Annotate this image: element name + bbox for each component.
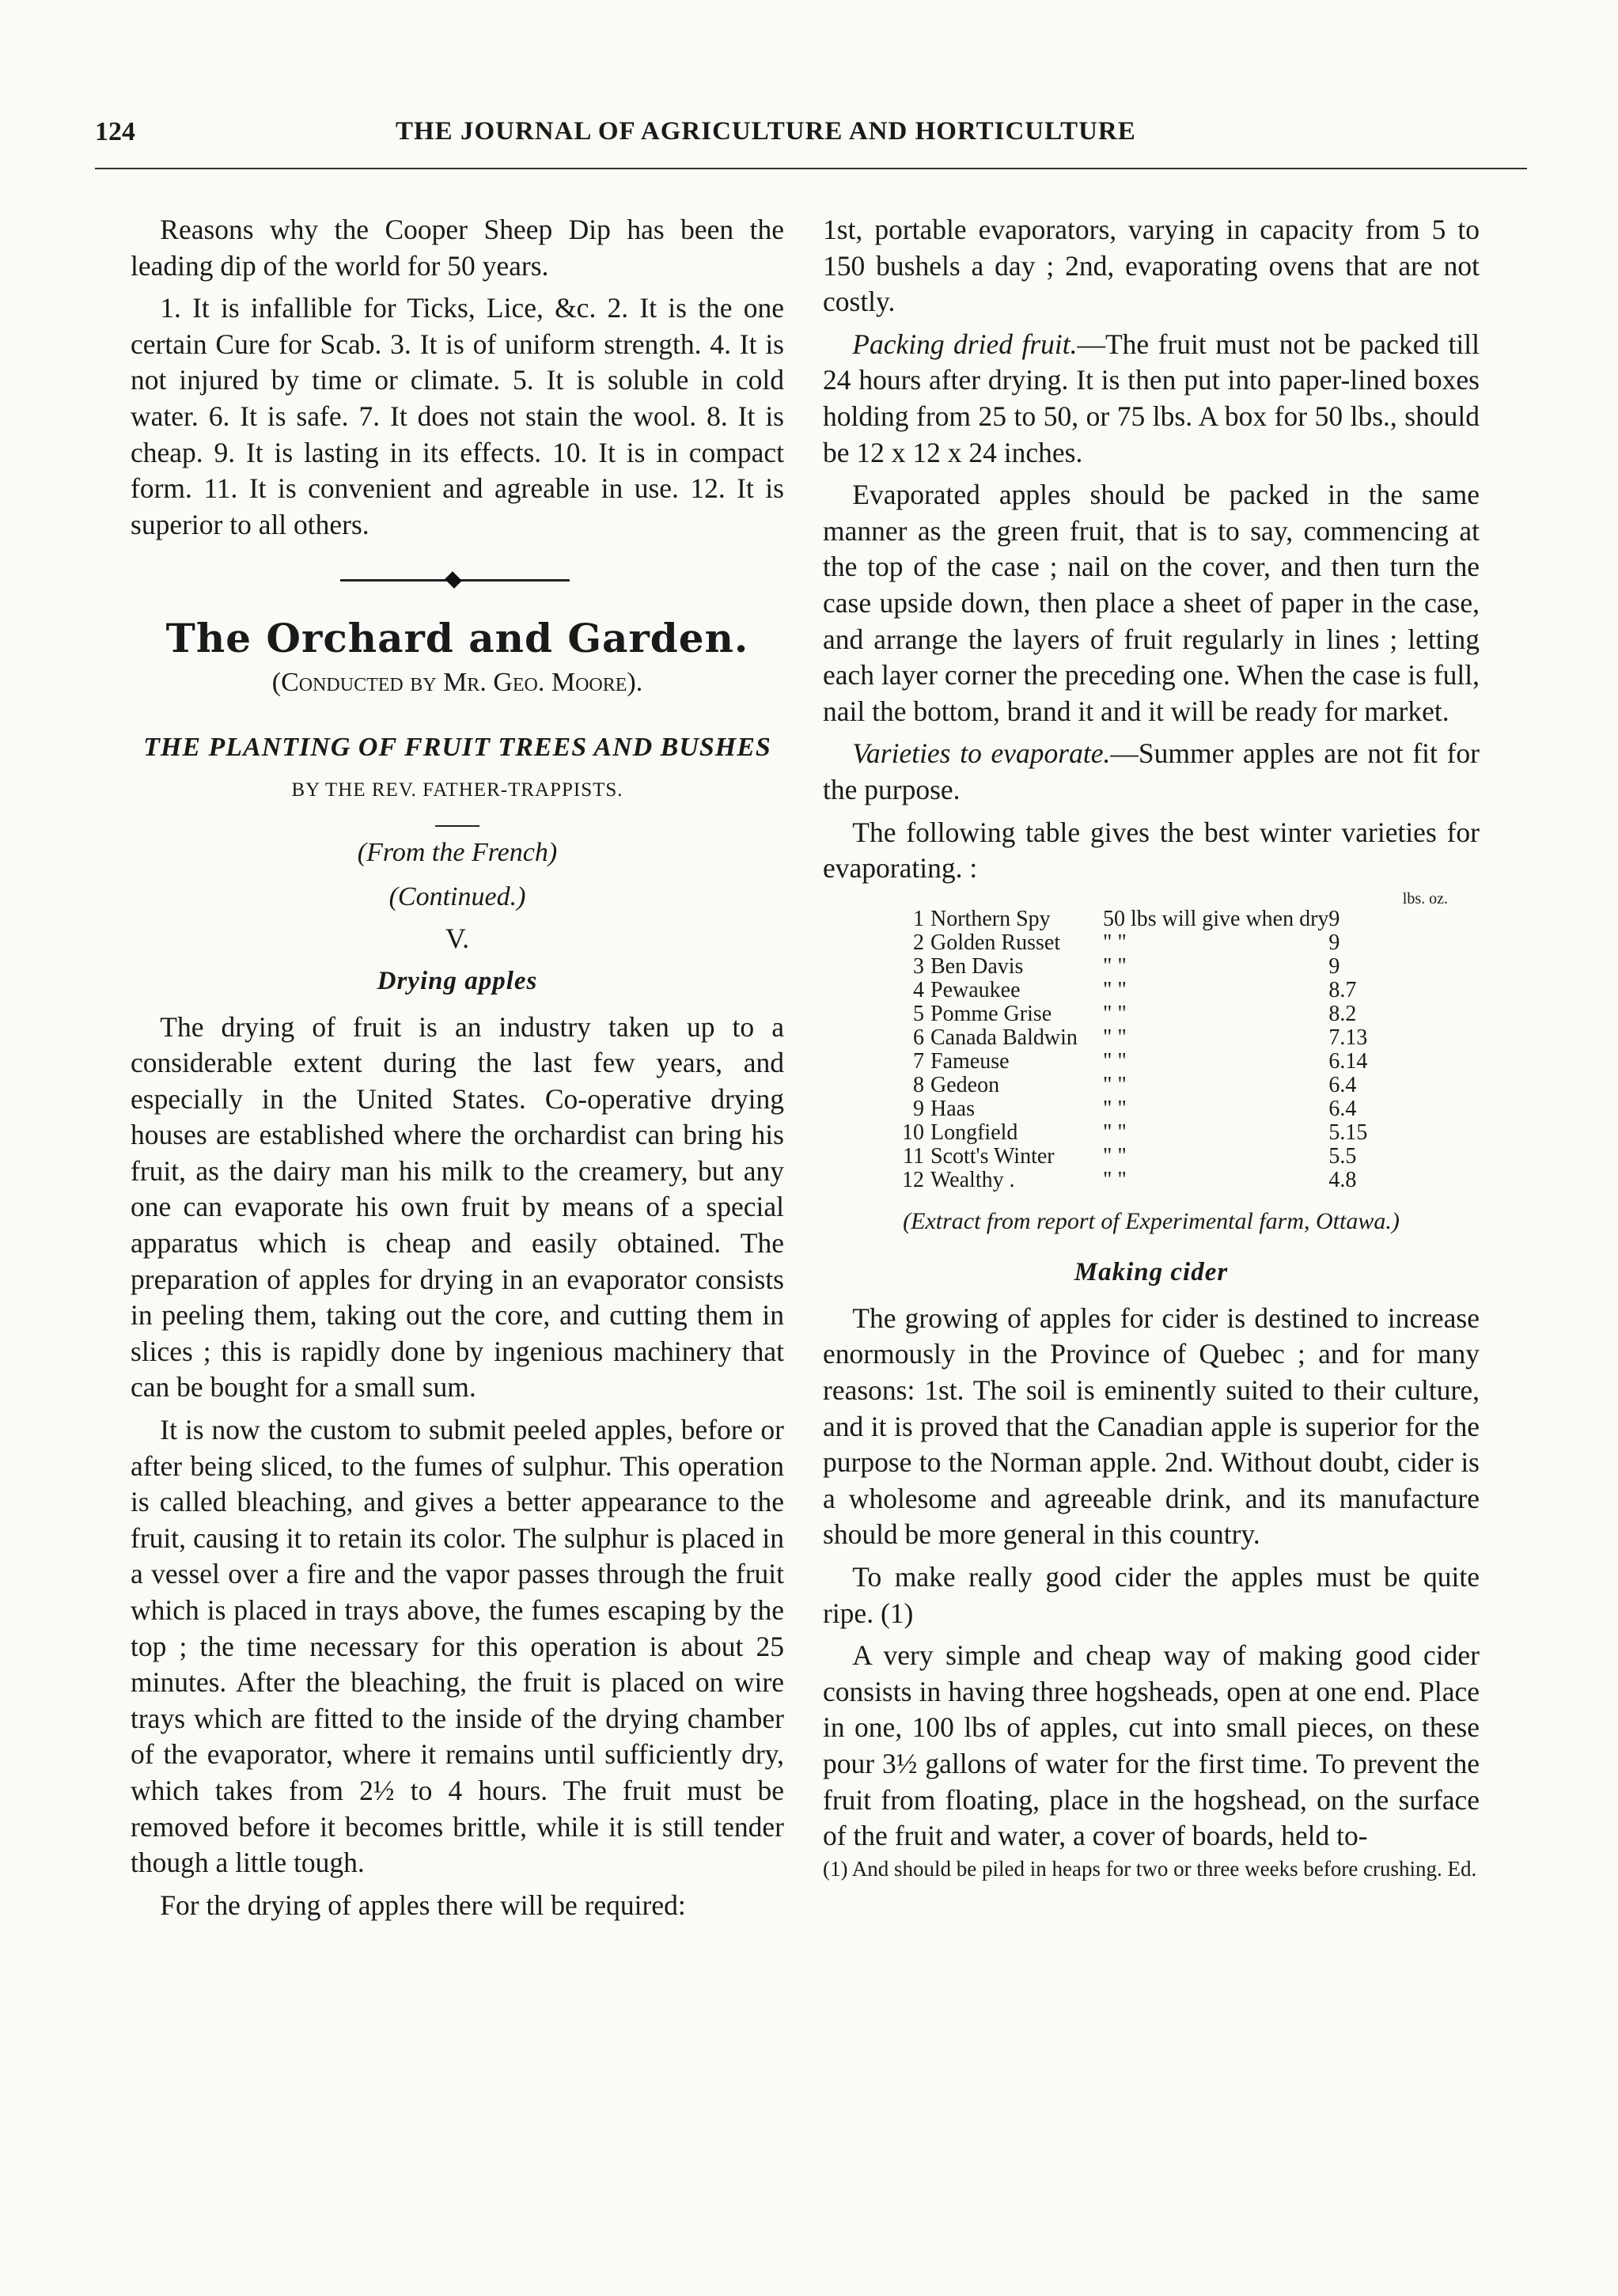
article-byline: BY THE REV. FATHER-TRAPPISTS. <box>291 779 623 801</box>
variety-name: Golden Russet <box>930 930 1061 955</box>
variety-number: 1 <box>913 906 924 931</box>
variety-note: " " <box>1103 1001 1127 1026</box>
variety-number: 11 <box>903 1143 924 1169</box>
variety-weight: 9 <box>1328 953 1340 979</box>
variety-note: " " <box>1103 1120 1127 1145</box>
varieties-lead: Varieties to evaporate. <box>852 737 1111 770</box>
variety-note: " " <box>1103 1048 1127 1074</box>
variety-name: Wealthy . <box>930 1167 1015 1192</box>
variety-weight: 6.4 <box>1328 1072 1357 1097</box>
table-row <box>894 1074 1384 1097</box>
cider-paragraph-1: The growing of apples for cider is destined to increase enormously in the Province of Quebec ; and for many reasons: 1st. The soil is eminently suited to their culture, and it is proved that the Canadian apple is superior for the purpose to the Norman apple. 2nd. Without doubt, cider is a wholesome and agreeable drink, and its manufacture should be more general in this country. <box>823 1301 1480 1551</box>
variety-number: 10 <box>902 1120 924 1145</box>
variety-number: 4 <box>913 977 924 1002</box>
variety-name: Pomme Grise <box>930 1001 1052 1026</box>
table-row <box>894 1121 1384 1145</box>
running-title: THE JOURNAL OF AGRICULTURE AND HORTICULTURE <box>396 117 1136 146</box>
cider-paragraph-2: To make really good cider the apples must be quite ripe. (1) <box>823 1561 1480 1629</box>
table-row <box>894 1097 1384 1121</box>
table-source: (Extract from report of Experimental farm, Ottawa.) <box>903 1207 1400 1234</box>
continued-note: (Continued.) <box>388 881 526 911</box>
variety-weight: 6.4 <box>1328 1096 1357 1121</box>
varieties-paragraph <box>823 736 1480 808</box>
variety-number: 2 <box>913 930 924 955</box>
variety-weight: 9 <box>1328 930 1340 955</box>
variety-weight: 4.8 <box>1328 1167 1357 1192</box>
variety-number: 8 <box>913 1072 924 1097</box>
translation-note: (From the French) <box>357 838 558 868</box>
table-row <box>894 1169 1384 1192</box>
variety-weight: 8.2 <box>1328 1001 1357 1026</box>
chapter-number: V. <box>445 923 470 955</box>
table-row <box>894 955 1384 979</box>
subhead-making-cider: Making cider <box>1074 1258 1229 1287</box>
packing-text: —The fruit must not be packed till 24 hours after drying. It is then put into paper-lined boxes holding from 25 to 50, or 75 lbs. A box for 50 lbs., should be 12 x 12 x 24 inches. <box>823 328 1480 468</box>
cider-paragraph-3: A very simple and cheap way of making good cider consists in having three hogsheads, open at one end. Place in one, 100 lbs of apples, cut into small pieces, on these pour 3½ gallons of water for the first time. To prevent the fruit from floating, place in the hogshead, on the surface of the fruit and water, a cover of boards, held to- <box>823 1639 1480 1852</box>
variety-number: 3 <box>913 953 924 979</box>
footnote: (1) And should be piled in heaps for two or three weeks before crushing. Ed. <box>823 1856 1477 1881</box>
variety-number: 6 <box>913 1025 924 1050</box>
drying-paragraph-1: The drying of fruit is an industry taken up to a considerable extent during the last few years, and especially in the United States. Co-operative drying houses are established where the orchardist can bring his fruit, as the dairy man his milk to the creamery, but any one can evaporate his own fruit by means of a special apparatus which is cheap and easily obtained. The preparation of apples for drying in an evaporator consists in peeling them, taking out the core, and cutting them in slices ; this is rapidly done by ingenious machinery that can be bought for a small sum. <box>131 1010 784 1404</box>
variety-note: " " <box>1103 1025 1127 1050</box>
table-row <box>894 907 1384 931</box>
short-rule <box>435 825 479 827</box>
variety-note: " " <box>1103 1096 1127 1121</box>
variety-number: 12 <box>902 1167 924 1192</box>
header-rule <box>95 168 1527 169</box>
varieties-text: —Summer apples are not fit for the purpose. <box>823 737 1480 805</box>
section-title: The Orchard and Garden. <box>165 615 749 662</box>
variety-weight: 7.13 <box>1328 1025 1368 1050</box>
right-column <box>823 212 1480 1883</box>
variety-note: " " <box>1103 977 1127 1002</box>
variety-weight: 6.14 <box>1328 1048 1368 1074</box>
varieties-table <box>894 907 1384 1192</box>
variety-weight: 9 <box>1328 906 1340 931</box>
sheep-dip-intro: Reasons why the Cooper Sheep Dip has been the leading dip of the world for 50 years. <box>131 214 784 282</box>
variety-weight: 8.7 <box>1328 977 1357 1002</box>
section-conductor: (Conducted by Mr. Geo. Moore). <box>271 667 643 697</box>
packing-paragraph <box>823 327 1480 471</box>
drying-paragraph-2: It is now the custom to submit peeled apples, before or after being sliced, to the fumes of sulphur. This operation is called bleaching, and gives a better appearance to the fruit, causing it to retain its color. The sulphur is placed in a vessel over a fire and the vapor passes through the fruit which is placed in trays above, the fumes escaping by the top ; the time necessary for this operation is about 25 minutes. After the bleaching, the fruit is placed on wire trays which are fitted to the inside of the drying chamber of the evaporator, where it remains until sufficiently dry, which takes from 2½ to 4 hours. The fruit must be removed before it becomes brittle, while it is still tender though a little tough. <box>131 1414 784 1879</box>
variety-note: " " <box>1103 1143 1127 1169</box>
table-row <box>894 1050 1384 1074</box>
variety-name: Ben Davis <box>930 953 1024 979</box>
variety-note: " " <box>1103 1167 1127 1192</box>
variety-name: Haas <box>930 1096 975 1121</box>
page-header <box>95 117 1527 165</box>
subhead-drying-apples: Drying apples <box>377 966 538 995</box>
variety-note: " " <box>1103 930 1127 955</box>
evaporated-apples-paragraph: Evaporated apples should be packed in the same manner as the green fruit, that is to say, commencing at the top of the case ; nail on the cover, and then turn the case upside down, then place a sheet of paper in the case, and arrange the layers of fruit regularly in lines ; letting each layer corner the preceding one. When the case is full, nail the bottom, brand it and it will be ready for market. <box>823 479 1480 727</box>
drying-paragraph-3: For the drying of apples there will be required: <box>160 1889 686 1921</box>
packing-lead: Packing dried fruit. <box>852 328 1078 360</box>
table-row <box>894 1026 1384 1050</box>
variety-number: 7 <box>913 1048 924 1074</box>
table-intro: The following table gives the best winter varieties for evaporating. : <box>823 816 1480 885</box>
variety-number: 5 <box>913 1001 924 1026</box>
variety-name: Canada Baldwin <box>930 1025 1078 1050</box>
table-row <box>894 979 1384 1002</box>
sheep-dip-list: 1. It is infallible for Ticks, Lice, &c. 2. It is the one certain Cure for Scab. 3. It is of uniform strength. 4. It is not injured by time or climate. 5. It is soluble in cold water. 6. It is safe. 7. It does not stain the wool. 8. It is cheap. 9. It is lasting in its effects. 10. It is in compact form. 11. It is convenient and agreable in use. 12. It is superior to all others. <box>131 292 784 540</box>
page-number: 124 <box>95 117 135 146</box>
variety-name: Northern Spy <box>930 906 1051 931</box>
variety-name: Fameuse <box>930 1048 1010 1074</box>
article-title: THE PLANTING OF FRUIT TREES AND BUSHES <box>143 732 771 762</box>
left-column <box>131 212 784 1923</box>
variety-weight: 5.15 <box>1328 1120 1368 1145</box>
variety-weight: 5.5 <box>1328 1143 1357 1169</box>
table-row <box>894 931 1384 955</box>
section-ornament <box>131 565 784 597</box>
table-row <box>894 1002 1384 1026</box>
variety-note: " " <box>1103 953 1127 979</box>
variety-note: 50 lbs will give when dry <box>1103 906 1329 931</box>
variety-note: " " <box>1103 1072 1127 1097</box>
variety-number: 9 <box>913 1096 924 1121</box>
variety-name: Gedeon <box>930 1072 1000 1097</box>
table-row <box>894 1145 1384 1169</box>
variety-name: Longfield <box>930 1120 1018 1145</box>
variety-name: Pewaukee <box>930 977 1021 1002</box>
evaporators-paragraph: 1st, portable evaporators, varying in capacity from 5 to 150 bushels a day ; 2nd, evaporating ovens that are not costly. <box>823 214 1480 318</box>
table-units: lbs. oz. <box>1402 889 1448 907</box>
variety-name: Scott's Winter <box>930 1143 1055 1169</box>
